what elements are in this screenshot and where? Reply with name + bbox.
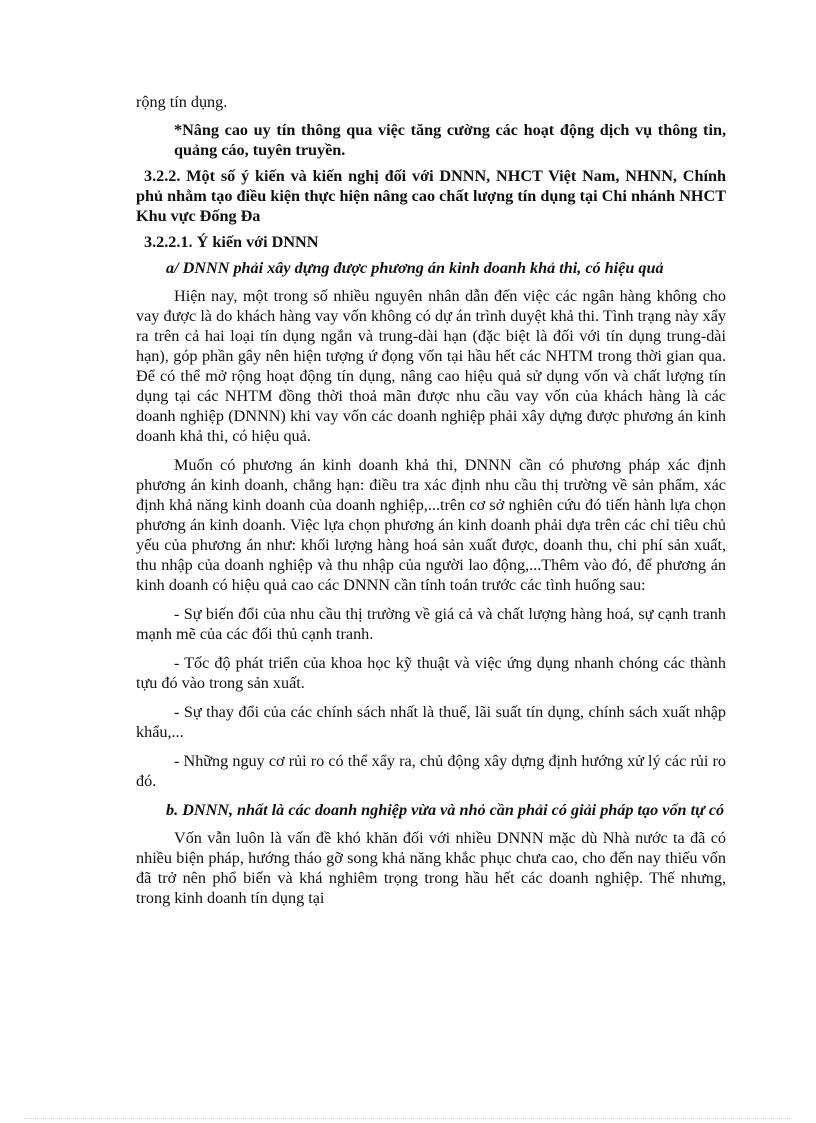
item-b-heading: b. DNNN, nhất là các doanh nghiệp vừa và nhỏ cần phải có giải pháp tạo vốn tự có [166, 801, 725, 819]
page-bottom-divider [24, 1118, 792, 1119]
paragraph: Vốn vẫn luôn là vấn đề khó khăn đối với nhiều DNNN mặc dù Nhà nước ta đã có nhiều biện pháp, hướng tháo gỡ song khả năng khắc phục chưa cao, cho đến nay thiếu vốn đã trở nên phổ biến và khá nghiêm trọng trong hầu hết các doanh nghiệp. Thế nhưng, trong kinh doanh tín dụng tại [136, 829, 726, 907]
section-heading: 3.2.2. Một số ý kiến và kiến nghị đối với DNNN, NHCT Việt Nam, NHNN, Chính phủ nhằm tạo điều kiện thực hiện nâng cao chất lượng tín dụng tại Chi nhánh NHCT Khu vực Đống Đa [136, 167, 726, 225]
bullet-item: - Tốc độ phát triển của khoa học kỹ thuật và việc ứng dụng nhanh chóng các thành tựu đó vào trong sản xuất. [136, 654, 726, 692]
bullet-item: - Sự biến đổi của nhu cầu thị trường về giá cả và chất lượng hàng hoá, sự cạnh tranh mạnh mẽ của các đối thủ cạnh tranh. [136, 605, 726, 643]
paragraph: Hiện nay, một trong số nhiều nguyên nhân dẫn đến việc các ngân hàng không cho vay được là do khách hàng vay vốn không có dự án trình duyệt khả thi. Tình trạng này xẩy ra trên cả hai loại tín dụng ngắn và trung-dài hạn (đặc biệt là đối với tín dụng trung-dài hạn), góp phần gây nên hiện tượng ứ đọng vốn tại hầu hết các NHTM trong thời gian qua. Để có thể mở rộng hoạt động tín dụng, nâng cao hiệu quả sử dụng vốn và chất lượng tín dụng tại các NHTM đồng thời thoả mãn được nhu cầu vay vốn của khách hàng là các doanh nghiệp (DNNN) khi vay vốn các doanh nghiệp phải xây dựng được phương án kinh doanh khả thi, có hiệu quả. [136, 287, 726, 445]
intro-line: rộng tín dụng. [136, 93, 228, 111]
document-page [136, 92, 726, 917]
paragraph: Muốn có phương án kinh doanh khả thi, DNNN cần có phương pháp xác định phương án kinh doanh, chẳng hạn: điều tra xác định nhu cầu thị trường về sản phẩm, xác định khả năng kinh doanh của doanh nghiệp,...trên cơ sở nghiên cứu đó tiến hành lựa chọn phương án kinh doanh. Việc lựa chọn phương án kinh doanh phải dựa trên các chỉ tiêu chủ yếu của phương án như: khối lượng hàng hoá sản xuất được, doanh thu, chi phí sản xuất, thu nhập của doanh nghiệp và thu nhập của người lao động,...Thêm vào đó, để phương án kinh doanh có hiệu quả cao các DNNN cần tính toán trước các tình huống sau: [136, 456, 726, 594]
bullet-item: - Những nguy cơ rủi ro có thể xẩy ra, chủ động xây dựng định hướng xử lý các rủi ro đó. [136, 752, 726, 790]
item-a-heading: a/ DNNN phải xây dựng được phương án kinh doanh khả thi, có hiệu quả [166, 259, 664, 277]
bold-point: *Nâng cao uy tín thông qua việc tăng cường các hoạt động dịch vụ thông tin, quảng cáo, tuyên truyền. [174, 121, 726, 159]
bullet-item: - Sự thay đổi của các chính sách nhất là thuế, lãi suất tín dụng, chính sách xuất nhập khẩu,... [136, 703, 726, 741]
subsection-heading: 3.2.2.1. Ý kiến với DNNN [144, 233, 319, 251]
